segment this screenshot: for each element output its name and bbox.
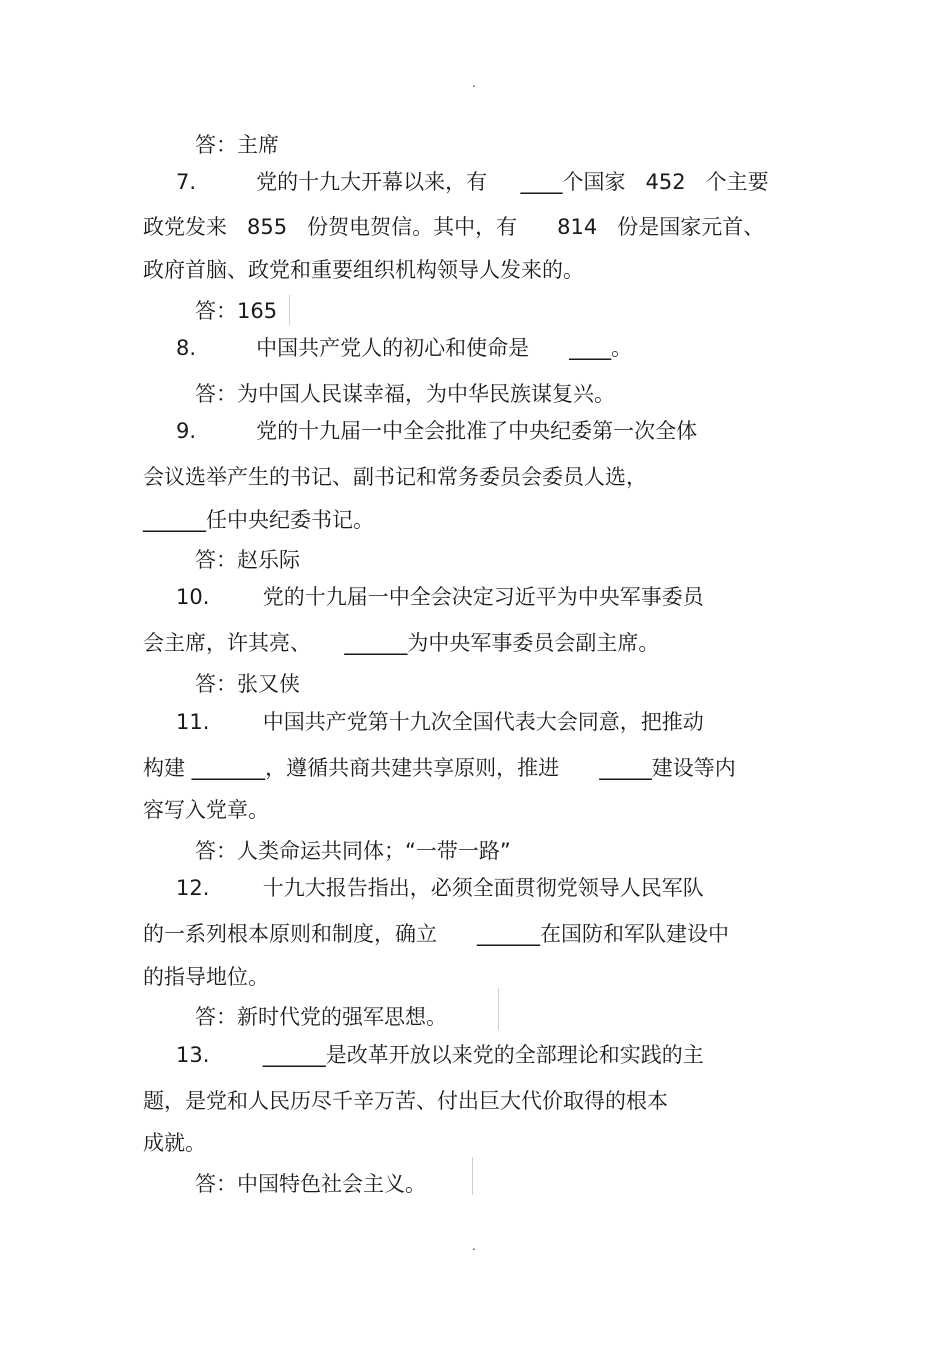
text-cursor-mark [289, 295, 290, 325]
answer-8: 答：为中国人民谋幸福，为中华民族谋复兴。 [195, 382, 615, 406]
question-9-line-2: 会议选举产生的书记、副书记和常务委员会委员人选， [143, 465, 647, 489]
page-mark-bottom: . [472, 1239, 476, 1253]
page-mark-top: . [472, 76, 476, 90]
question-11-line-2: 构建 _______，遵循共商共建共享原则，推进 _____建设等内 [143, 756, 736, 780]
question-12-line-1: 12. 十九大报告指出，必须全面贯彻党领导人民军队 [176, 876, 704, 900]
answer-12: 答：新时代党的强军思想。 [195, 1005, 447, 1029]
question-7-line-2: 政党发来 855 份贺电贺信。其中，有 814 份是国家元首、 [143, 215, 765, 239]
question-7-line-1: 7. 党的十九大开幕以来，有 ____个国家 452 个主要 [176, 170, 769, 194]
question-10-line-1: 10. 党的十九届一中全会决定习近平为中央军事委员 [176, 585, 704, 609]
answer-6: 答：主席 [195, 133, 279, 157]
question-11-line-1: 11. 中国共产党第十九次全国代表大会同意，把推动 [176, 710, 704, 734]
text-cursor-mark [472, 1157, 473, 1195]
question-13-line-2: 题，是党和人民历尽千辛万苦、付出巨大代价取得的根本 [143, 1089, 668, 1113]
question-13-line-1: 13. ______是改革开放以来党的全部理论和实践的主 [176, 1043, 704, 1067]
answer-10: 答：张又侠 [195, 672, 300, 696]
question-10-line-2: 会主席，许其亮、 ______为中央军事委员会副主席。 [143, 631, 660, 655]
question-12-line-2: 的一系列根本原则和制度，确立 ______在国防和军队建设中 [143, 922, 730, 946]
question-13-line-3: 成就。 [143, 1131, 206, 1155]
question-12-line-3: 的指导地位。 [143, 965, 269, 989]
text-cursor-mark [498, 988, 499, 1030]
question-11-line-3: 容写入党章。 [143, 798, 269, 822]
question-9-line-1: 9. 党的十九届一中全会批准了中央纪委第一次全体 [176, 419, 698, 443]
answer-7: 答：165 [195, 299, 278, 323]
answer-13: 答：中国特色社会主义。 [195, 1172, 426, 1196]
answer-11: 答：人类命运共同体；“一带一路” [195, 839, 511, 863]
question-9-line-3: ______任中央纪委书记。 [143, 508, 374, 532]
question-7-line-3: 政府首脑、政党和重要组织机构领导人发来的。 [143, 258, 584, 282]
question-8: 8. 中国共产党人的初心和使命是 ____。 [176, 336, 633, 360]
answer-9: 答：赵乐际 [195, 548, 300, 572]
